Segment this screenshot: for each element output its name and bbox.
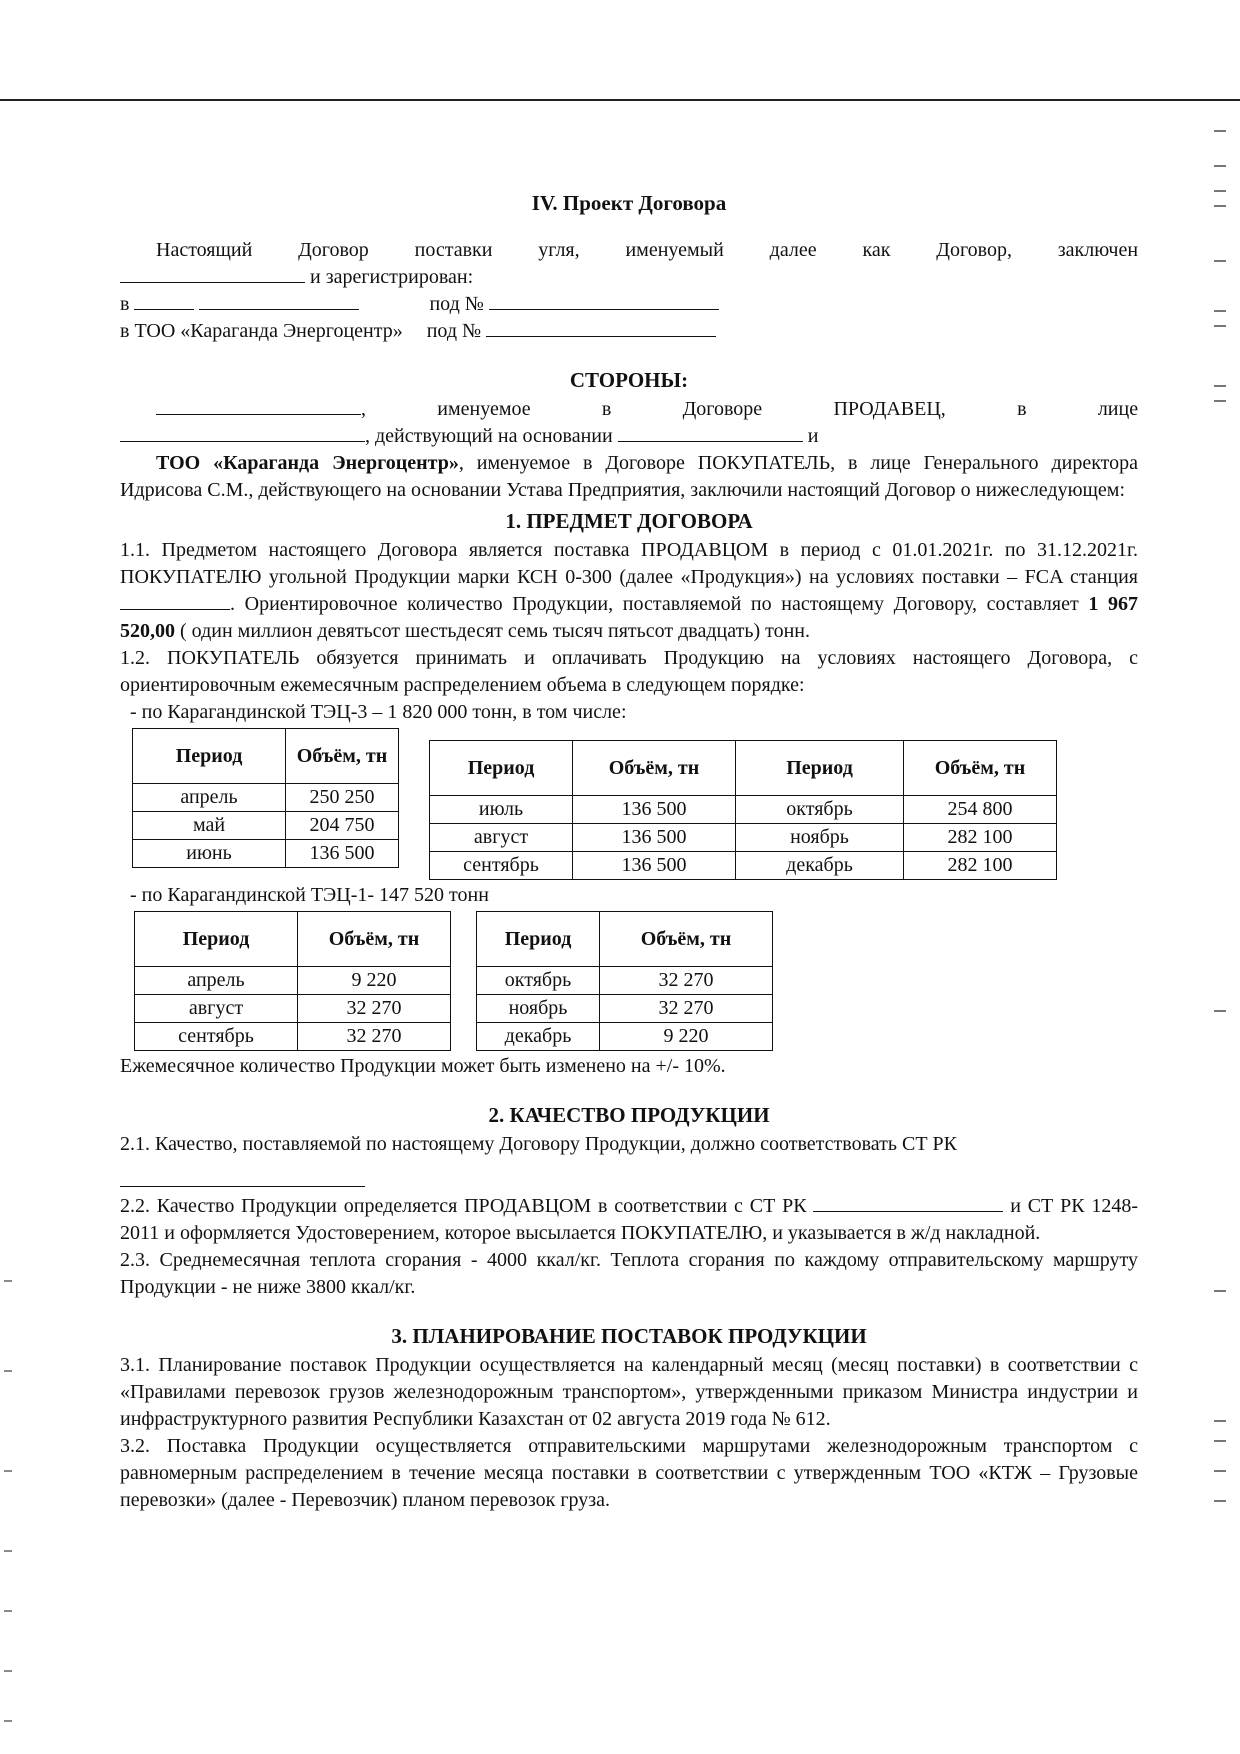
- table-row: [135, 995, 451, 1023]
- header-volume: Объём, тн: [904, 741, 1057, 796]
- table-header-row: [477, 912, 773, 967]
- word: ПРОДАВЕЦ,: [833, 398, 946, 420]
- intro-line-3: [120, 291, 1138, 318]
- clause-text: 1.1. Предметом настоящего Договора является поставка ПРОДАВЦОМ в период с 01.01.2021г. по 31.12.2021г. ПОКУПАТЕЛЮ угольной Продукции марки КСН 0-300 (далее «Продукция») на условиях поставки – FCA станция: [120, 539, 1138, 588]
- cell-volume: 282 100: [904, 852, 1057, 880]
- registered-text: и зарегистрирован:: [310, 266, 474, 288]
- table-row: [430, 824, 1057, 852]
- word: ,: [361, 398, 366, 420]
- table-row: [133, 784, 399, 812]
- intro-line-2: [120, 264, 1138, 291]
- table-row: [135, 967, 451, 995]
- registrar-name: в ТОО «Караганда Энергоцентр»: [120, 320, 403, 342]
- cell-month: август: [430, 824, 573, 852]
- header-volume: Объём, тн: [286, 729, 399, 784]
- clause-2-1: 2.1. Качество, поставляемой по настоящему Договору Продукции, должно соответствовать СТ РК: [120, 1133, 957, 1155]
- cell-volume: 32 270: [600, 995, 773, 1023]
- cell-month: декабрь: [477, 1023, 600, 1051]
- buyer-text: , именуемое в Договоре ПОКУПАТЕЛЬ, в лице Генерального директора Идрисова С.М., действующего на основании Устава Предприятия, заключили настоящий Договор о нижеследующем:: [120, 452, 1139, 501]
- word: именуемое: [437, 398, 531, 420]
- table-row: [430, 852, 1057, 880]
- basis-blank[interactable]: [618, 423, 803, 442]
- table-row: [477, 995, 773, 1023]
- word: Договоре: [682, 398, 763, 420]
- clause-2-3: 2.3. Среднемесячная теплота сгорания - 4000 ккал/кг. Теплота сгорания по каждому отправительскому маршруту Продукции - не ниже 3800 ккал/кг.: [120, 1249, 1138, 1298]
- cell-month: июль: [430, 796, 573, 824]
- clause-3-1: 3.1. Планирование поставок Продукции осуществляется на календарный месяц (месяц поставки) в соответствии с «Правилами перевозок грузов железнодорожным транспортом», утвержденными приказом Министра индустрии и инфраструктурного развития Республики Казахстан от 02 августа 2019 года № 612.: [120, 1354, 1138, 1430]
- date-blank[interactable]: [120, 264, 305, 283]
- cell-volume: 32 270: [298, 1023, 451, 1051]
- clause-text: . Ориентировочное количество Продукции, поставляемой по настоящему Договору, составляет: [230, 593, 1079, 615]
- and-text: и: [807, 425, 819, 447]
- header-volume: Объём, тн: [600, 912, 773, 967]
- tec3-label: - по Карагандинской ТЭЦ-3 – 1 820 000 тонн, в том числе:: [130, 701, 627, 723]
- cell-month: ноябрь: [477, 995, 600, 1023]
- total-amount: 1 967 520,00: [120, 593, 1138, 642]
- station-blank[interactable]: [120, 591, 230, 610]
- scan-left-marks: [2, 1280, 16, 1740]
- cell-volume: 250 250: [286, 784, 399, 812]
- cell-month: октябрь: [477, 967, 600, 995]
- cell-volume: 32 270: [298, 995, 451, 1023]
- cell-volume: 9 220: [600, 1023, 773, 1051]
- number-label: под №: [429, 293, 484, 315]
- cell-month: апрель: [133, 784, 286, 812]
- cell-month: октябрь: [736, 796, 904, 824]
- cell-volume: 204 750: [286, 812, 399, 840]
- word: как: [862, 239, 891, 261]
- header-period: Период: [133, 729, 286, 784]
- standard-blank-line[interactable]: [120, 1186, 365, 1187]
- representative-blank[interactable]: [120, 423, 365, 442]
- tec1-table-a: [134, 911, 451, 1051]
- word: заключен: [1057, 239, 1139, 261]
- word: именуемый: [625, 239, 724, 261]
- standard-blank[interactable]: [813, 1193, 1003, 1212]
- table-row: [133, 812, 399, 840]
- cell-volume: 136 500: [573, 852, 736, 880]
- header-period: Период: [736, 741, 904, 796]
- document-title: IV. Проект Договора: [531, 191, 727, 215]
- intro-line-1: [120, 237, 1138, 264]
- section-2-heading: 2. КАЧЕСТВО ПРОДУКЦИИ: [488, 1103, 770, 1127]
- word: поставки: [414, 239, 493, 261]
- clause-3-2: 3.2. Поставка Продукции осуществляется отправительскими маршрутами железнодорожным транспортом с равномерным распределением в течение месяца поставки в соответствии с утвержденным ТОО «КТЖ – Грузовые перевозки» (далее - Перевозчик) планом перевозок груза.: [120, 1435, 1138, 1511]
- scan-margin-marks: [1212, 0, 1232, 1754]
- place-blank-a[interactable]: [134, 291, 194, 310]
- cell-volume: 254 800: [904, 796, 1057, 824]
- cell-volume: 9 220: [298, 967, 451, 995]
- cell-volume: 282 100: [904, 824, 1057, 852]
- word: Настоящий: [156, 239, 253, 261]
- intro-line-4: [120, 318, 1138, 345]
- cell-volume: 136 500: [573, 796, 736, 824]
- word: лице: [1097, 398, 1139, 420]
- buyer-name: ТОО «Караганда Энергоцентр»: [156, 452, 459, 474]
- parties-heading: СТОРОНЫ:: [569, 368, 689, 392]
- table-header-row: [135, 912, 451, 967]
- clause-text: ( один миллион девятьсот шестьдесят семь тысяч пятьсот двадцать) тонн.: [180, 620, 810, 642]
- cell-volume: 136 500: [573, 824, 736, 852]
- clause-2-2: [120, 1193, 1138, 1247]
- word: в: [1017, 398, 1027, 420]
- table-header-row: [133, 729, 399, 784]
- buyer-paragraph: [120, 450, 1138, 504]
- in-text: в: [120, 293, 130, 315]
- seller-name-blank[interactable]: [156, 396, 361, 415]
- table-row: [135, 1023, 451, 1051]
- contract-page: [120, 190, 1138, 1514]
- cell-month: июнь: [133, 840, 286, 868]
- cell-month: ноябрь: [736, 824, 904, 852]
- clause-1-1: [120, 537, 1138, 645]
- table-row: [430, 796, 1057, 824]
- header-volume: Объём, тн: [573, 741, 736, 796]
- tec1-tables: [134, 911, 1138, 1051]
- tec3-tables: [132, 728, 1138, 880]
- clause-1-2: 1.2. ПОКУПАТЕЛЬ обязуется принимать и оплачивать Продукцию на условиях настоящего Договора, с ориентировочным ежемесячным распределением объема в следующем порядке:: [120, 647, 1138, 696]
- table-row: [477, 1023, 773, 1051]
- cell-volume: 136 500: [286, 840, 399, 868]
- cell-month: май: [133, 812, 286, 840]
- cell-month: сентябрь: [135, 1023, 298, 1051]
- cell-month: апрель: [135, 967, 298, 995]
- number-blank[interactable]: [486, 318, 716, 337]
- tec1-label: - по Карагандинской ТЭЦ-1- 147 520 тонн: [130, 884, 489, 906]
- table-row: [133, 840, 399, 868]
- tec1-table-b: [476, 911, 773, 1051]
- clause-text: и СТ РК 1248-2011 и оформляется Удостоверением, которое высылается ПОКУПАТЕЛЮ, и указывается в ж/д накладной.: [120, 1195, 1139, 1244]
- word: далее: [769, 239, 817, 261]
- cell-month: декабрь: [736, 852, 904, 880]
- number-blank[interactable]: [489, 291, 719, 310]
- top-rule: [0, 99, 1240, 101]
- header-period: Период: [430, 741, 573, 796]
- table-row: [477, 967, 773, 995]
- section-3-heading: 3. ПЛАНИРОВАНИЕ ПОСТАВОК ПРОДУКЦИИ: [391, 1324, 867, 1348]
- header-period: Период: [477, 912, 600, 967]
- table-header-row: [430, 741, 1057, 796]
- word: Договор: [298, 239, 369, 261]
- section-1-heading: 1. ПРЕДМЕТ ДОГОВОРА: [505, 509, 753, 533]
- tec3-table-a: [132, 728, 399, 868]
- cell-volume: 32 270: [600, 967, 773, 995]
- place-blank-b[interactable]: [199, 291, 359, 310]
- parties-line-1: [120, 396, 1138, 423]
- word: Договор,: [936, 239, 1012, 261]
- parties-line-2: [120, 423, 1138, 450]
- header-period: Период: [135, 912, 298, 967]
- tec3-table-b: [429, 740, 1057, 880]
- clause-text: 2.2. Качество Продукции определяется ПРОДАВЦОМ в соответствии с СТ РК: [120, 1195, 807, 1217]
- variation-note: Ежемесячное количество Продукции может быть изменено на +/- 10%.: [120, 1055, 726, 1077]
- cell-month: сентябрь: [430, 852, 573, 880]
- number-label: под №: [426, 320, 482, 342]
- header-volume: Объём, тн: [298, 912, 451, 967]
- word: в: [601, 398, 612, 420]
- word: угля,: [538, 239, 580, 261]
- cell-month: август: [135, 995, 298, 1023]
- acting-text: , действующий на основании: [365, 425, 613, 447]
